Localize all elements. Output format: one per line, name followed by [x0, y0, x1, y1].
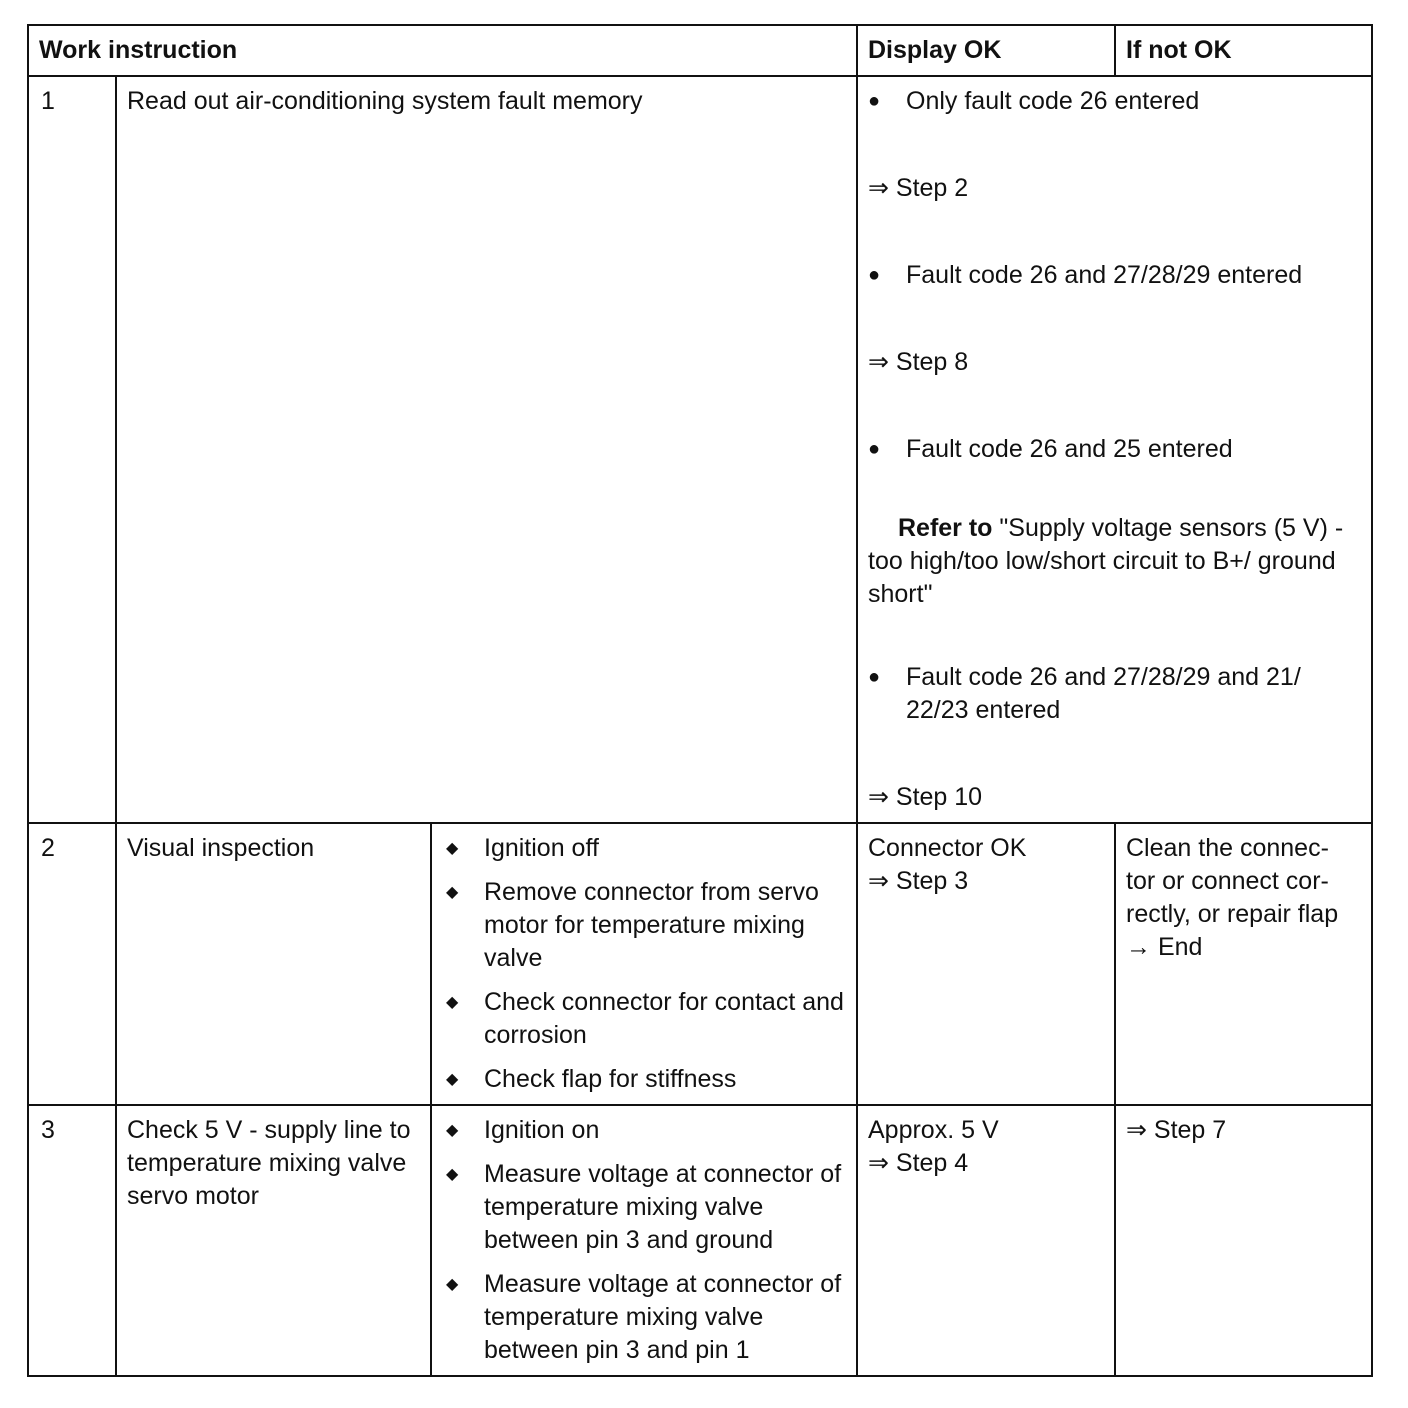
- diamond-icon: ◆: [446, 1276, 459, 1293]
- list-item: ◆ Ignition on: [442, 1114, 846, 1147]
- step-actions: [431, 823, 857, 1105]
- list-item: ◆ Remove connector from servo motor for temperature mixing valve: [442, 876, 846, 975]
- list-item: ◆ Ignition off: [442, 832, 846, 865]
- table-row-step-2: [28, 823, 1372, 1105]
- list-item: ● Fault code 26 and 25 entered: [868, 433, 1361, 466]
- bullet-icon: ●: [868, 666, 881, 688]
- header-work-instruction: Work instruction: [28, 25, 857, 76]
- list-item: ● Fault code 26 and 27/28/29 and 21/ 22/23 entered: [868, 661, 1361, 727]
- refer-block: [868, 512, 1361, 611]
- display-ok-cell: [857, 76, 1372, 823]
- list-item: ◆ Check flap for stiffness: [442, 1063, 846, 1096]
- list-item: ● Only fault code 26 entered: [868, 85, 1361, 118]
- header-if-not-ok: If not OK: [1115, 25, 1372, 76]
- diamond-icon: ◆: [446, 884, 459, 901]
- step-number: 1: [28, 76, 116, 823]
- display-ok-cell: Approx. 5 V ⇒ Step 4: [857, 1105, 1115, 1376]
- step-reference: ⇒ Step 10: [868, 783, 983, 811]
- diamond-icon: ◆: [446, 994, 459, 1011]
- work-instruction-table: [27, 24, 1373, 1377]
- diamond-icon: ◆: [446, 1071, 459, 1088]
- bullet-icon: ●: [868, 264, 881, 286]
- list-item: ◆ Measure voltage at connector of temperature mixing valve between pin 3 and ground: [442, 1158, 846, 1257]
- header-display-ok: Display OK: [857, 25, 1115, 76]
- step-instruction: Visual inspection: [116, 823, 431, 1105]
- if-not-ok-cell: ⇒ Step 7: [1115, 1105, 1372, 1376]
- bullet-icon: ●: [868, 90, 881, 112]
- step-instruction: Read out air-conditioning system fault memory: [116, 76, 857, 823]
- diamond-icon: ◆: [446, 840, 459, 857]
- header-row: [28, 25, 1372, 76]
- step-number: 2: [28, 823, 116, 1105]
- step-number: 3: [28, 1105, 116, 1376]
- step-reference: ⇒ Step 8: [868, 348, 969, 376]
- diamond-icon: ◆: [446, 1166, 459, 1183]
- bullet-icon: ●: [868, 438, 881, 460]
- step-instruction: Check 5 V - supply line to temperature mixing valve servo motor: [116, 1105, 431, 1376]
- step-actions: [431, 1105, 857, 1376]
- diamond-icon: ◆: [446, 1122, 459, 1139]
- list-item: ● Fault code 26 and 27/28/29 entered: [868, 259, 1361, 292]
- refer-label: Refer to: [898, 514, 993, 542]
- step-reference: ⇒ Step 2: [868, 174, 969, 202]
- table-row-step-3: [28, 1105, 1372, 1376]
- display-ok-cell: Connector OK ⇒ Step 3: [857, 823, 1115, 1105]
- list-item: ◆ Measure voltage at connector of temperature mixing valve between pin 3 and pin 1: [442, 1268, 846, 1367]
- table-row-step-1: [28, 76, 1372, 823]
- refer-text: "Supply voltage sensors (5 V) - too high/too low/short circuit to B+/ ground short": [868, 514, 1344, 608]
- if-not-ok-cell: Clean the connec- tor or connect cor- rectly, or repair flap → End: [1115, 823, 1372, 1105]
- list-item: ◆ Check connector for contact and corrosion: [442, 986, 846, 1052]
